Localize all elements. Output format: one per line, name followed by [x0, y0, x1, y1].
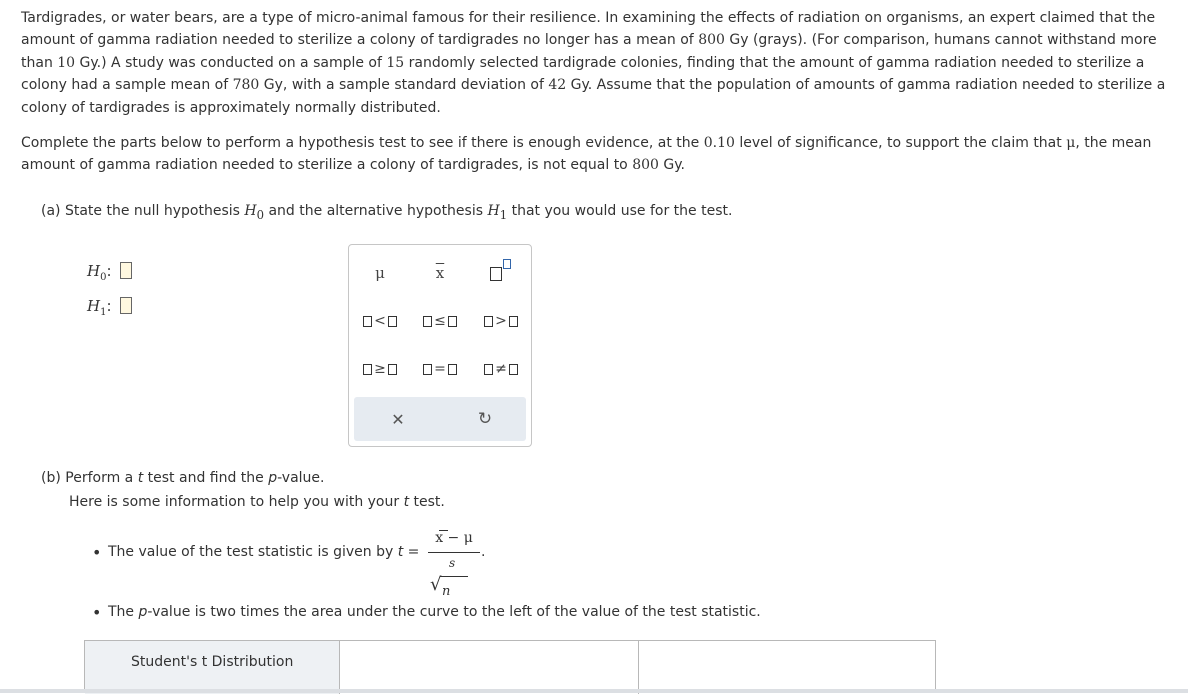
greater-than-button[interactable]: >	[473, 305, 529, 337]
xbar-button[interactable]: $\overline{x}$	[435, 264, 445, 282]
less-equal-button[interactable]: ≤	[412, 305, 468, 337]
h0-answer-box[interactable]	[120, 262, 132, 279]
part-b-help: Here is some information to help you with your t test.	[69, 494, 445, 510]
alternative-hypothesis-row: $H_1$:	[87, 297, 132, 318]
less-than-button[interactable]: <	[352, 305, 408, 337]
bottom-scroll-edge	[0, 689, 1188, 693]
students-t-distribution-tab[interactable]: Student's t Distribution	[85, 641, 340, 694]
problem-paragraph-2: Complete the parts below to perform a hypothesis test to see if there is enough evidence, at the 0.10 level of significance, to support the claim that μ, the mean amount of gamma radiation needed to sterilize a colony of tardigrades, is not equal to 800 Gy.	[21, 135, 1152, 174]
reset-icon[interactable]: ↻	[477, 409, 493, 429]
part-b-prompt	[41, 466, 445, 514]
mu-button[interactable]: μ	[375, 264, 385, 282]
palette-footer	[354, 397, 526, 441]
problem-paragraph-1: Tardigrades, or water bears, are a type of micro-animal famous for their resilience. In examining the effects of radiation on organisms, an expert claimed that the amount of gamma radiation needed to sterilize a colony of tardigrades no longer has a mean of 800 Gy (grays). (For comparison, humans cannot withstand more than 10 Gy.) A study was conducted on a sample of 15 randomly selected tardigrade colonies, finding that the amount of gamma radiation needed to sterilize a colony had a sample mean of 780 Gy, with a sample standard deviation of 42 Gy. Assume that the population of amounts of gamma radiation needed to sterilize a colony of tardigrades is approximately normally distributed.	[21, 10, 1166, 116]
h1-answer-box[interactable]	[120, 297, 132, 314]
h1-label: $H_1$	[87, 297, 107, 318]
greater-equal-button[interactable]: ≥	[352, 353, 408, 385]
part-a-prompt: (a) State the null hypothesis $H_0$ and the alternative hypothesis $H_1$ that you would use for the test.	[41, 203, 733, 222]
equal-button[interactable]: =	[412, 353, 468, 385]
null-hypothesis-row: $H_0$:	[87, 262, 132, 283]
part-b-title: (b) Perform a t test and find the p-value.	[41, 470, 325, 486]
symbol-palette	[348, 244, 532, 447]
panel-divider	[638, 641, 639, 694]
clear-icon[interactable]: ✕	[391, 409, 405, 429]
problem-statement	[21, 7, 1171, 177]
bullet-dot: •	[92, 543, 102, 562]
bullet-dot: •	[92, 603, 102, 622]
h0-label: $H_0$	[87, 262, 107, 283]
superscript-button[interactable]	[473, 255, 529, 287]
not-equal-button[interactable]: ≠	[473, 353, 529, 385]
distribution-tool-panel	[84, 640, 936, 693]
